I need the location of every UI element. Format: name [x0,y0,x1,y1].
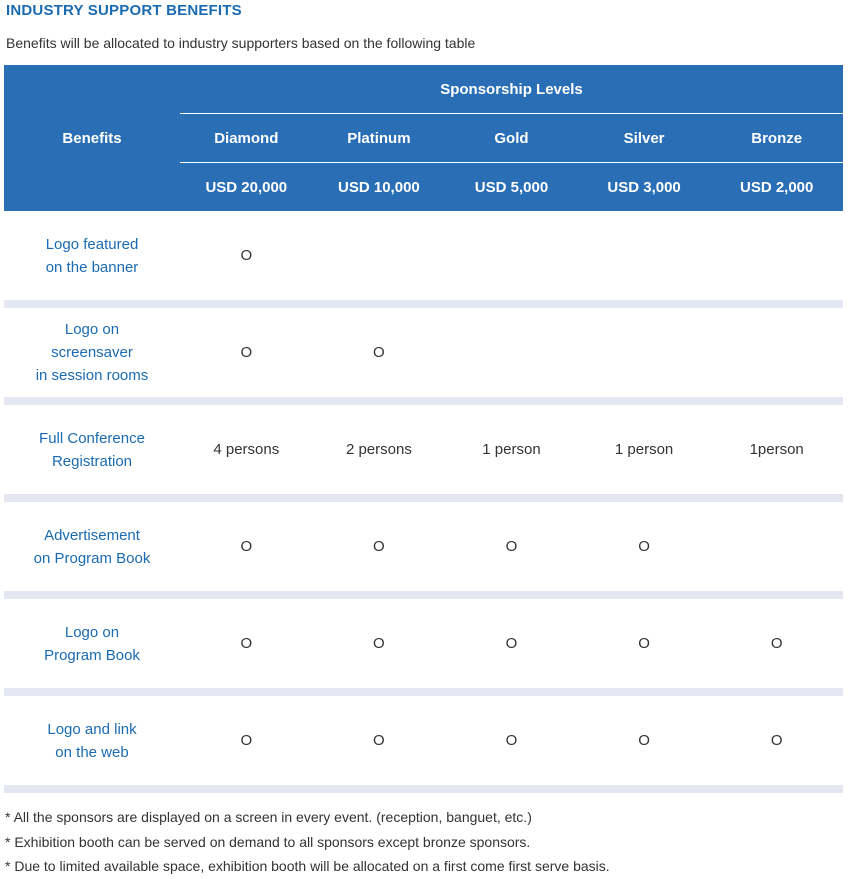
benefit-label: Full Conference Registration [39,429,145,470]
level-price-platinum: USD 10,000 [338,178,420,196]
level-price-diamond: USD 20,000 [205,178,288,196]
benefit-label: Logo on Program Book [44,623,140,664]
table-cell [710,247,843,264]
table-row [4,599,843,688]
table-cell [710,344,843,361]
sponsorship-levels-header: Sponsorship Levels [440,80,583,98]
table-cell: O [373,635,385,652]
row-separator [4,591,843,599]
level-price-silver: USD 3,000 [607,178,681,196]
table-cell: O [240,635,253,652]
level-name-gold: Gold [494,129,529,147]
benefit-label: Logo featured on the banner [45,235,139,276]
row-separator [4,785,843,793]
benefits-table [4,65,843,793]
benefit-label: Logo and link on the web [47,720,137,761]
table-cell: O [373,344,385,361]
table-row [4,502,843,591]
table-cell: O [505,635,518,652]
table-cell: 1 person [482,441,541,458]
level-price-gold: USD 5,000 [474,178,549,196]
level-name-platinum: Platinum [347,129,411,147]
row-separator [4,688,843,696]
table-cell [578,344,711,361]
level-name-bronze: Bronze [751,129,803,147]
benefit-label: Advertisement on Program Book [33,526,151,567]
benefits-column-header: Benefits [62,129,122,147]
footnote: * Due to limited available space, exhibition booth will be allocated on a first come first serve basis. [5,858,610,874]
table-header [4,65,843,211]
table-cell: O [373,538,385,555]
footnotes [5,805,610,879]
table-cell [710,538,843,555]
level-prices-row [180,163,843,211]
table-cell: 2 persons [345,441,412,458]
level-name-silver: Silver [623,129,665,147]
level-name-diamond: Diamond [214,129,279,147]
table-cell [313,247,446,264]
table-cell: O [770,732,783,749]
benefit-label: Logo on screensaver in session rooms [35,321,149,384]
table-row [4,211,843,300]
footnote: * All the sponsors are displayed on a screen in every event. (reception, banguet, etc.) [5,809,532,825]
table-cell: O [638,635,650,652]
table-cell: O [240,538,253,555]
table-row [4,696,843,785]
table-cell: O [505,538,518,555]
table-cell: O [240,732,253,749]
table-cell [445,344,578,361]
row-separator [4,494,843,502]
table-cell: O [505,732,518,749]
table-cell: 1person [749,441,804,458]
table-cell: O [638,732,650,749]
footnote: * Exhibition booth can be served on demand to all sponsors except bronze sponsors. [5,833,531,850]
table-cell [578,247,711,264]
table-row [4,308,843,397]
page-title: INDUSTRY SUPPORT BENEFITS [6,2,242,19]
level-price-bronze: USD 2,000 [739,178,814,196]
table-cell: O [638,538,650,555]
table-cell: O [240,247,253,264]
page-subtitle: Benefits will be allocated to industry supporters based on the following table [6,35,476,51]
table-cell: O [770,635,783,652]
level-names-row [180,114,843,162]
row-separator [4,300,843,308]
row-separator [4,397,843,405]
table-cell [445,247,578,264]
table-row [4,405,843,494]
table-cell: O [373,732,385,749]
table-cell: 4 persons [213,441,280,458]
table-cell: O [240,344,253,361]
table-cell: 1 person [614,441,674,458]
